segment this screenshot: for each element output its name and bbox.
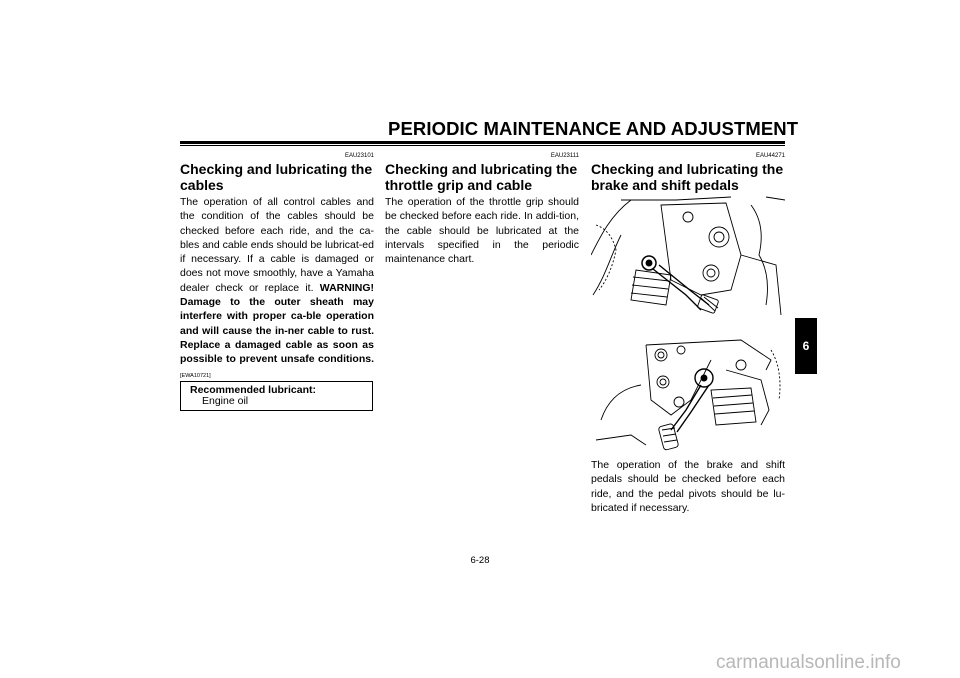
- page-title: PERIODIC MAINTENANCE AND ADJUSTMENT: [388, 118, 799, 139]
- section-code: EAU44271: [755, 153, 785, 159]
- watermark: carmanualsonline.info: [716, 652, 901, 673]
- section-code: EAU23101: [344, 153, 374, 159]
- section-body: [180, 195, 374, 383]
- section-title: Checking and lubricating the brake and shift pedals: [591, 161, 784, 193]
- lubricant-box: [180, 381, 373, 411]
- body-text: The operation of all control cables and the condition of the cables should be checked before each ride, and the ca-bles and cable ends should be lubricat-ed if necessary. If a cable is damaged or does not move smoothly, have a Yamaha dealer check or replace it.: [180, 196, 374, 294]
- section-title: Checking and lubricating the throttle grip and cable: [385, 161, 578, 193]
- brake-pedal-illustration: [591, 195, 785, 320]
- warning-code: [EWA10721]: [180, 372, 211, 379]
- section-pedals: [591, 152, 785, 193]
- section-title: Checking and lubricating the cables: [180, 161, 373, 193]
- header-rule-thin: [180, 145, 785, 146]
- lubricant-label: Recommended lubricant:: [190, 384, 317, 396]
- page-number: 6-28: [470, 555, 490, 566]
- section-code: EAU23111: [550, 153, 579, 159]
- section-body: The operation of the throttle grip should be checked before each ride. In addi-tion, the cable should be lubricated at the intervals specified in the periodic maintenance chart.: [385, 196, 579, 266]
- section-cables: [180, 152, 374, 383]
- warning-text: WARNING! Damage to the outer sheath may interfere with proper ca-ble operation and will cause the in-ner cable to rust. Replace a damaged cable as soon as possible to prevent unsafe conditions.: [180, 281, 375, 366]
- pedals-description: The operation of the brake and shift pedals should be checked before each ride, and the pedal pivots should be lu-bricated if necessary.: [591, 459, 785, 514]
- lubricant-value: Engine oil: [202, 395, 249, 407]
- chapter-tab: 6: [795, 318, 817, 374]
- shift-pedal-illustration: [591, 330, 785, 455]
- section-throttle: [385, 152, 579, 266]
- header-rule: [180, 141, 785, 144]
